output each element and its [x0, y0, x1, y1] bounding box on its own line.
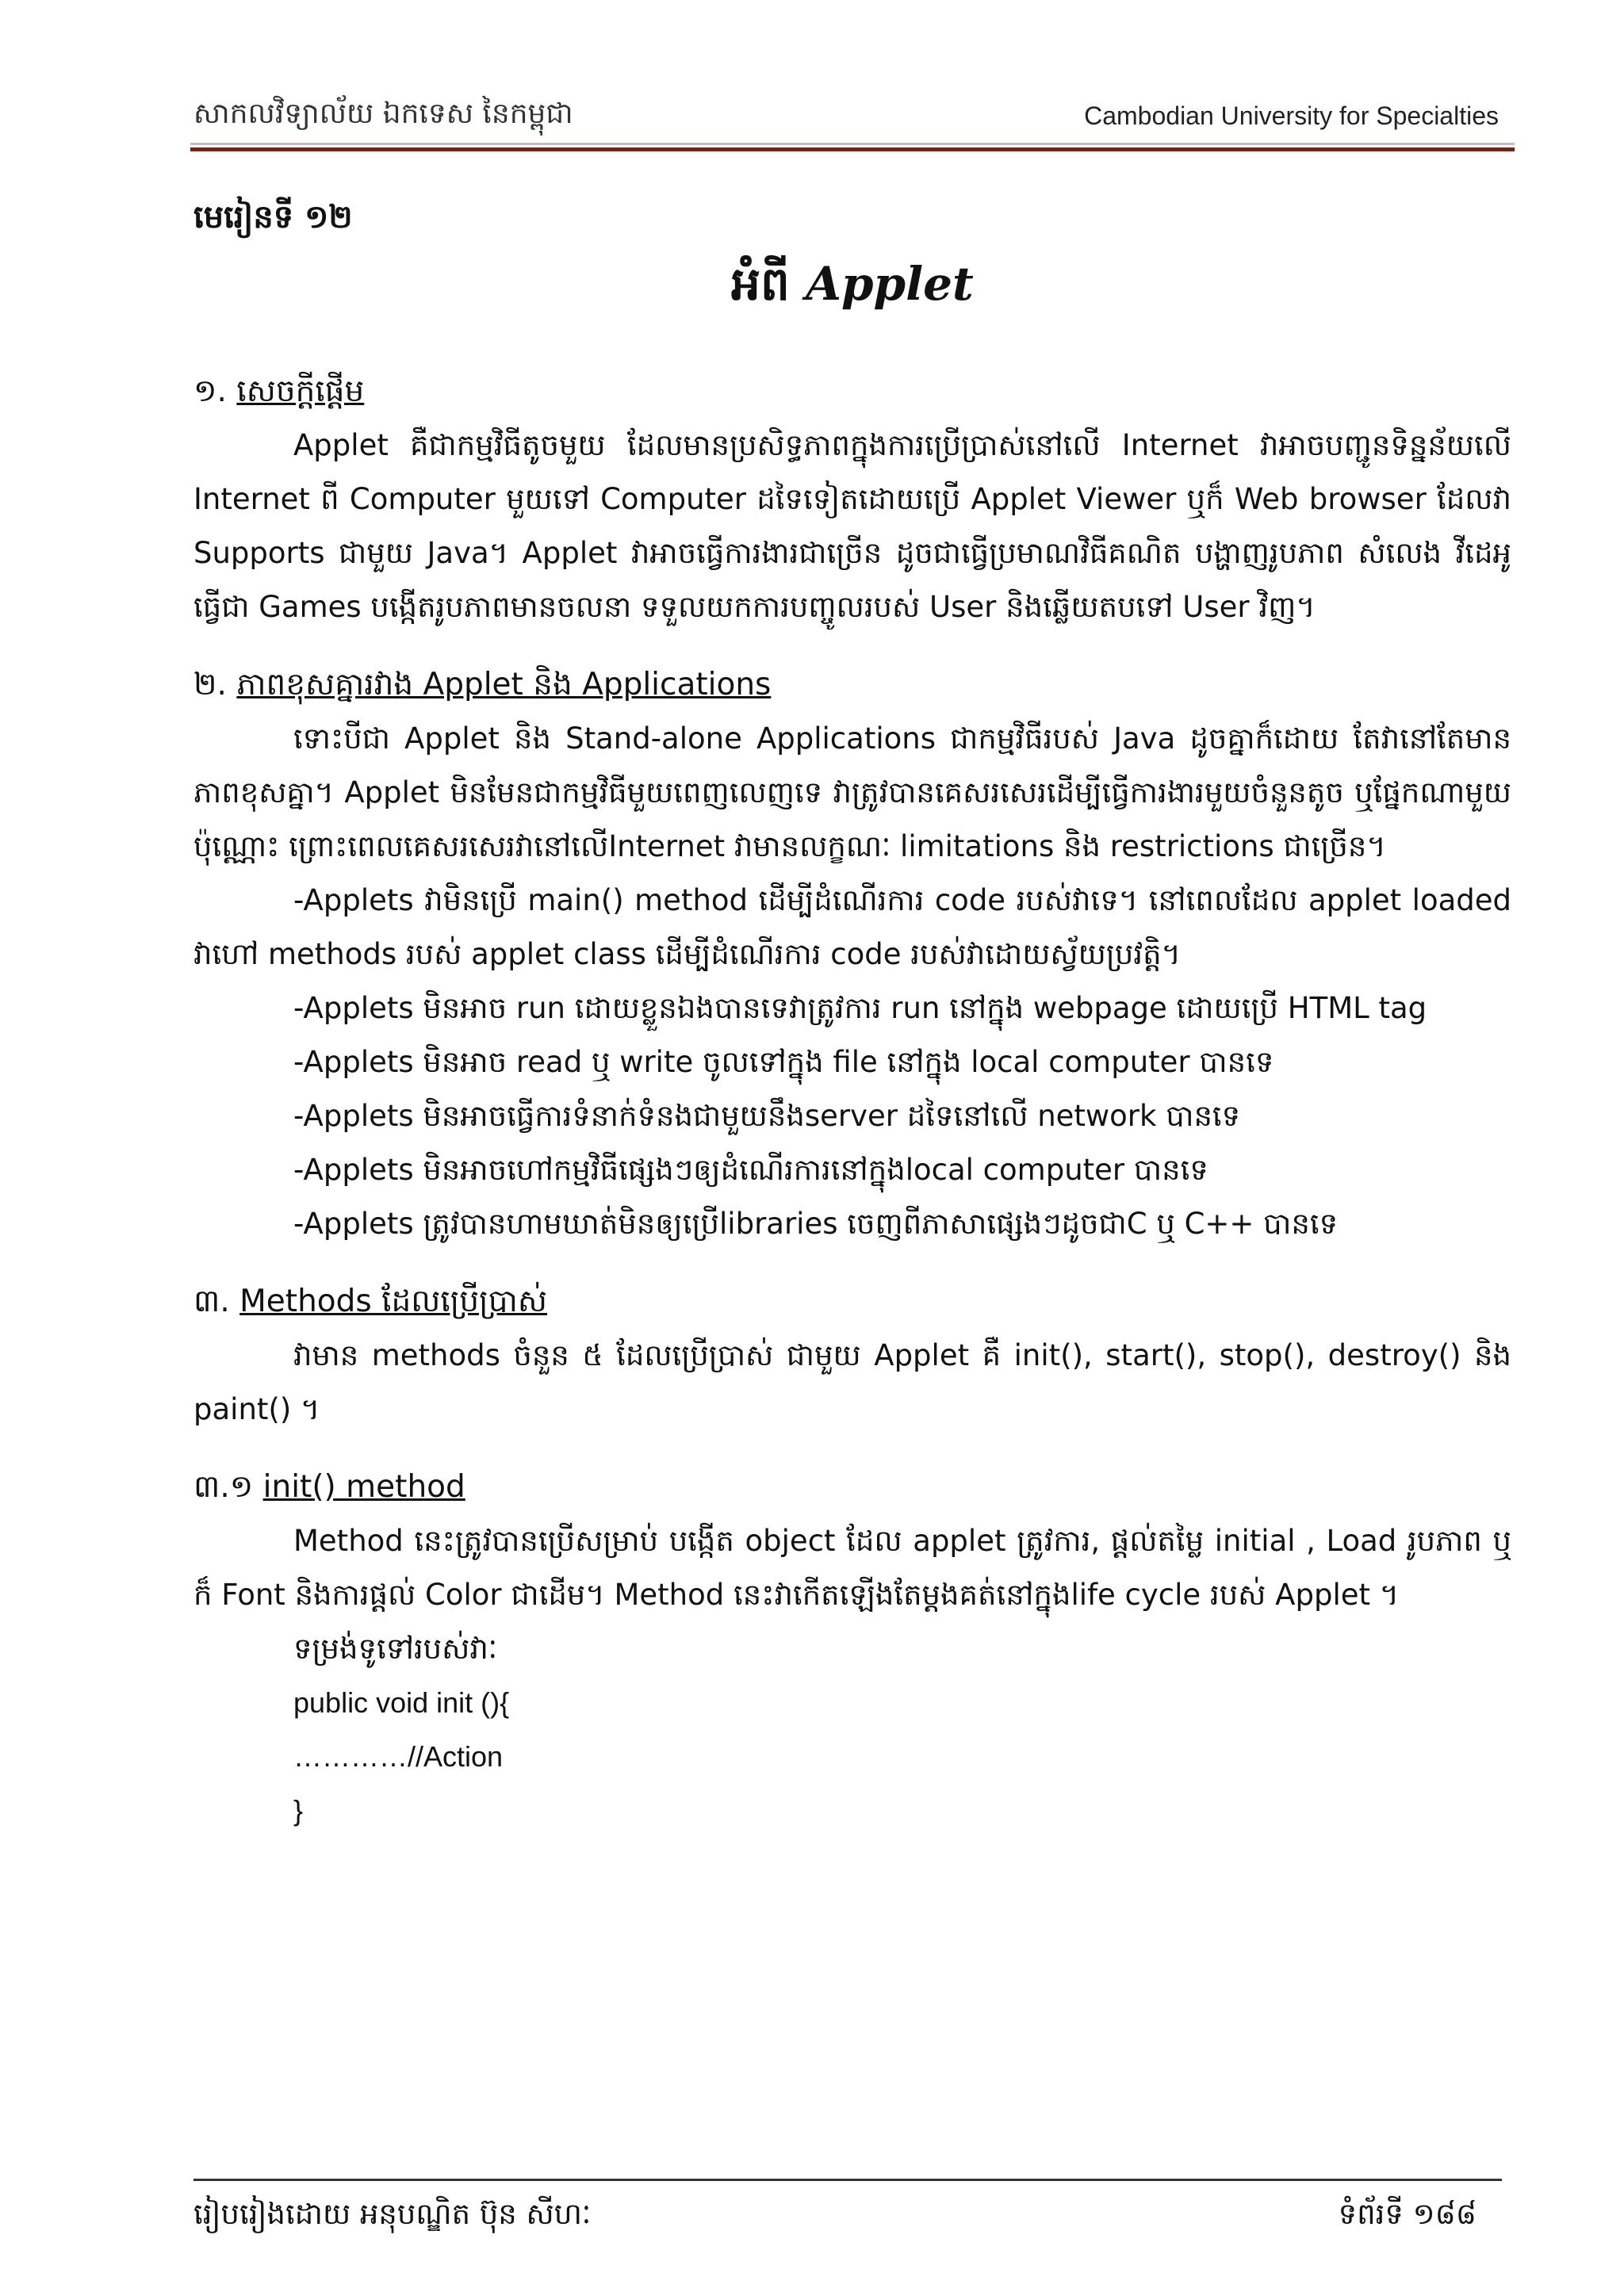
bullet-item: -Applets មិនអាចហៅកម្មវិធីផ្សេងៗឲ្យដំណើរការនៅក្នុងlocal computer បានទេ — [293, 1153, 1208, 1187]
section-number: ១. — [193, 373, 227, 409]
intro-paragraph: Applet គឺជាកម្មវិធីតូចមួយ ដែលមានប្រសិទ្ធភាពក្នុងការប្រើប្រាស់នៅលើ Internet វាអាចបញ្ជូនទិន្នន័យលើ Internet ពី Computer មួយទៅ Computer ដទៃទៀតដោយប្រើ Applet Viewer ឬក៏ Web browser ដែលវា Supports ជាមួយ Java។ Applet វាអាចធ្វើការងារជាច្រើន ដូចជាធ្វើប្រមាណវិធីគណិត បង្ហាញរូបភាព សំលេង វីដេអូ ធ្វើជា Games បង្កើតរូបភាពមានចលនា ទទួលយកការបញ្ចូលរបស់ User និងឆ្លើយតបទៅ User វិញ។ — [193, 428, 1511, 624]
section-title: សេចក្តីផ្តើម — [236, 373, 365, 409]
bullet-item: -Applets មិនអាច read ឬ write ចូលទៅក្នុង file នៅក្នុង local computer បានទេ — [293, 1045, 1274, 1079]
methods-paragraph: វាមាន methods ចំនួន ៥ ដែលប្រើប្រាស់ ជាមួយ Applet គឺ init(), start(), stop(), destroy() និង paint() ។ — [193, 1338, 1511, 1426]
differences-paragraph-main-method: -Applets វាមិនប្រើ main() method ដើម្បីដំណើរការ code របស់វាទេ។ នៅពេលដែល applet loaded វាហៅ methods របស់ applet class ដើម្បីដំណើរការ code របស់វាដោយស្វ័យប្រវត្តិ។ — [193, 883, 1512, 971]
bullet-item: -Applets ត្រូវបានហាមឃាត់មិនឲ្យប្រើlibraries ចេញពីភាសាផ្សេងៗដូចជាC ឬ C++ បានទេ — [293, 1207, 1339, 1241]
header-university-khmer: សាកលវិទ្យាល័យ ឯកទេស នៃកម្ពុជា — [193, 98, 573, 130]
section-number: ២. — [193, 667, 227, 702]
section-heading-init — [193, 1460, 1511, 1514]
init-paragraph: Method នេះត្រូវបានប្រើសម្រាប់ បង្កើត object ដែល applet ត្រូវការ, ផ្តល់តម្លៃ initial , Load រូបភាព ឬ ក៏ Font និងការផ្តល់ Color ជាដើម។ Method នេះវាកើតឡើងតែម្តងគត់នៅក្នុងlife cycle របស់ Applet ។ — [193, 1524, 1511, 1612]
title-latin: Applet — [806, 257, 974, 311]
code-line: } — [293, 1794, 304, 1827]
page-number: ទំព័រទី ១៨៨ — [1338, 2197, 1477, 2231]
section-title: init() method — [262, 1469, 465, 1505]
footer-author: រៀបរៀងដោយ អនុបណ្ឌិត ប៊ុន សីហៈ — [193, 2197, 592, 2231]
section-heading-methods — [193, 1275, 1511, 1329]
title-khmer: អំពី — [731, 257, 790, 311]
section-number: ៣. — [193, 1284, 230, 1319]
section-title: ភាពខុសគ្នារវាង Applet និង Applications — [236, 667, 772, 702]
bullet-item: -Applets មិនអាចធ្វើការទំនាក់ទំនងជាមួយនឹងserver ដទៃនៅលើ network បានទេ — [293, 1099, 1241, 1133]
code-line: public void init (){ — [293, 1686, 510, 1719]
header-divider — [190, 143, 1515, 151]
section-number: ៣.១ — [193, 1469, 254, 1505]
section-heading-intro — [193, 365, 1511, 419]
bullet-item: -Applets មិនអាច run ដោយខ្លួនឯងបានទេវាត្រូវការ run នៅក្នុង webpage ដោយប្រើ HTML tag — [293, 991, 1427, 1025]
section-title: Methods ដែលប្រើប្រាស់ — [239, 1284, 548, 1319]
section-heading-differences — [193, 658, 1511, 712]
code-line: …………//Action — [293, 1740, 504, 1773]
header-university-english: Cambodian University for Specialties — [1084, 101, 1499, 130]
syntax-label: ទម្រង់ទូទៅរបស់វាៈ — [293, 1632, 498, 1666]
differences-paragraph: ទោះបីជា Applet និង Stand-alone Applications ជាកម្មវិធីរបស់ Java ដូចគ្នាក៏ដោយ តែវានៅតែមានភាពខុសគ្នា។ Applet មិនមែនជាកម្មវិធីមួយពេញលេញទេ វាត្រូវបានគេសរសេរដើម្បីធ្វើការងារមួយចំនួនតូច ឬផ្នែកណាមួយប៉ុណ្ណោះ ព្រោះពេលគេសរសេរវានៅលើInternet វាមានលក្ខណៈ limitations និង restrictions ជាច្រើន។ — [193, 721, 1511, 863]
page-title — [193, 252, 1511, 316]
lesson-number: មេរៀនទី ១២ — [193, 199, 353, 235]
footer-divider — [193, 2179, 1502, 2181]
document-body — [193, 190, 1511, 1838]
